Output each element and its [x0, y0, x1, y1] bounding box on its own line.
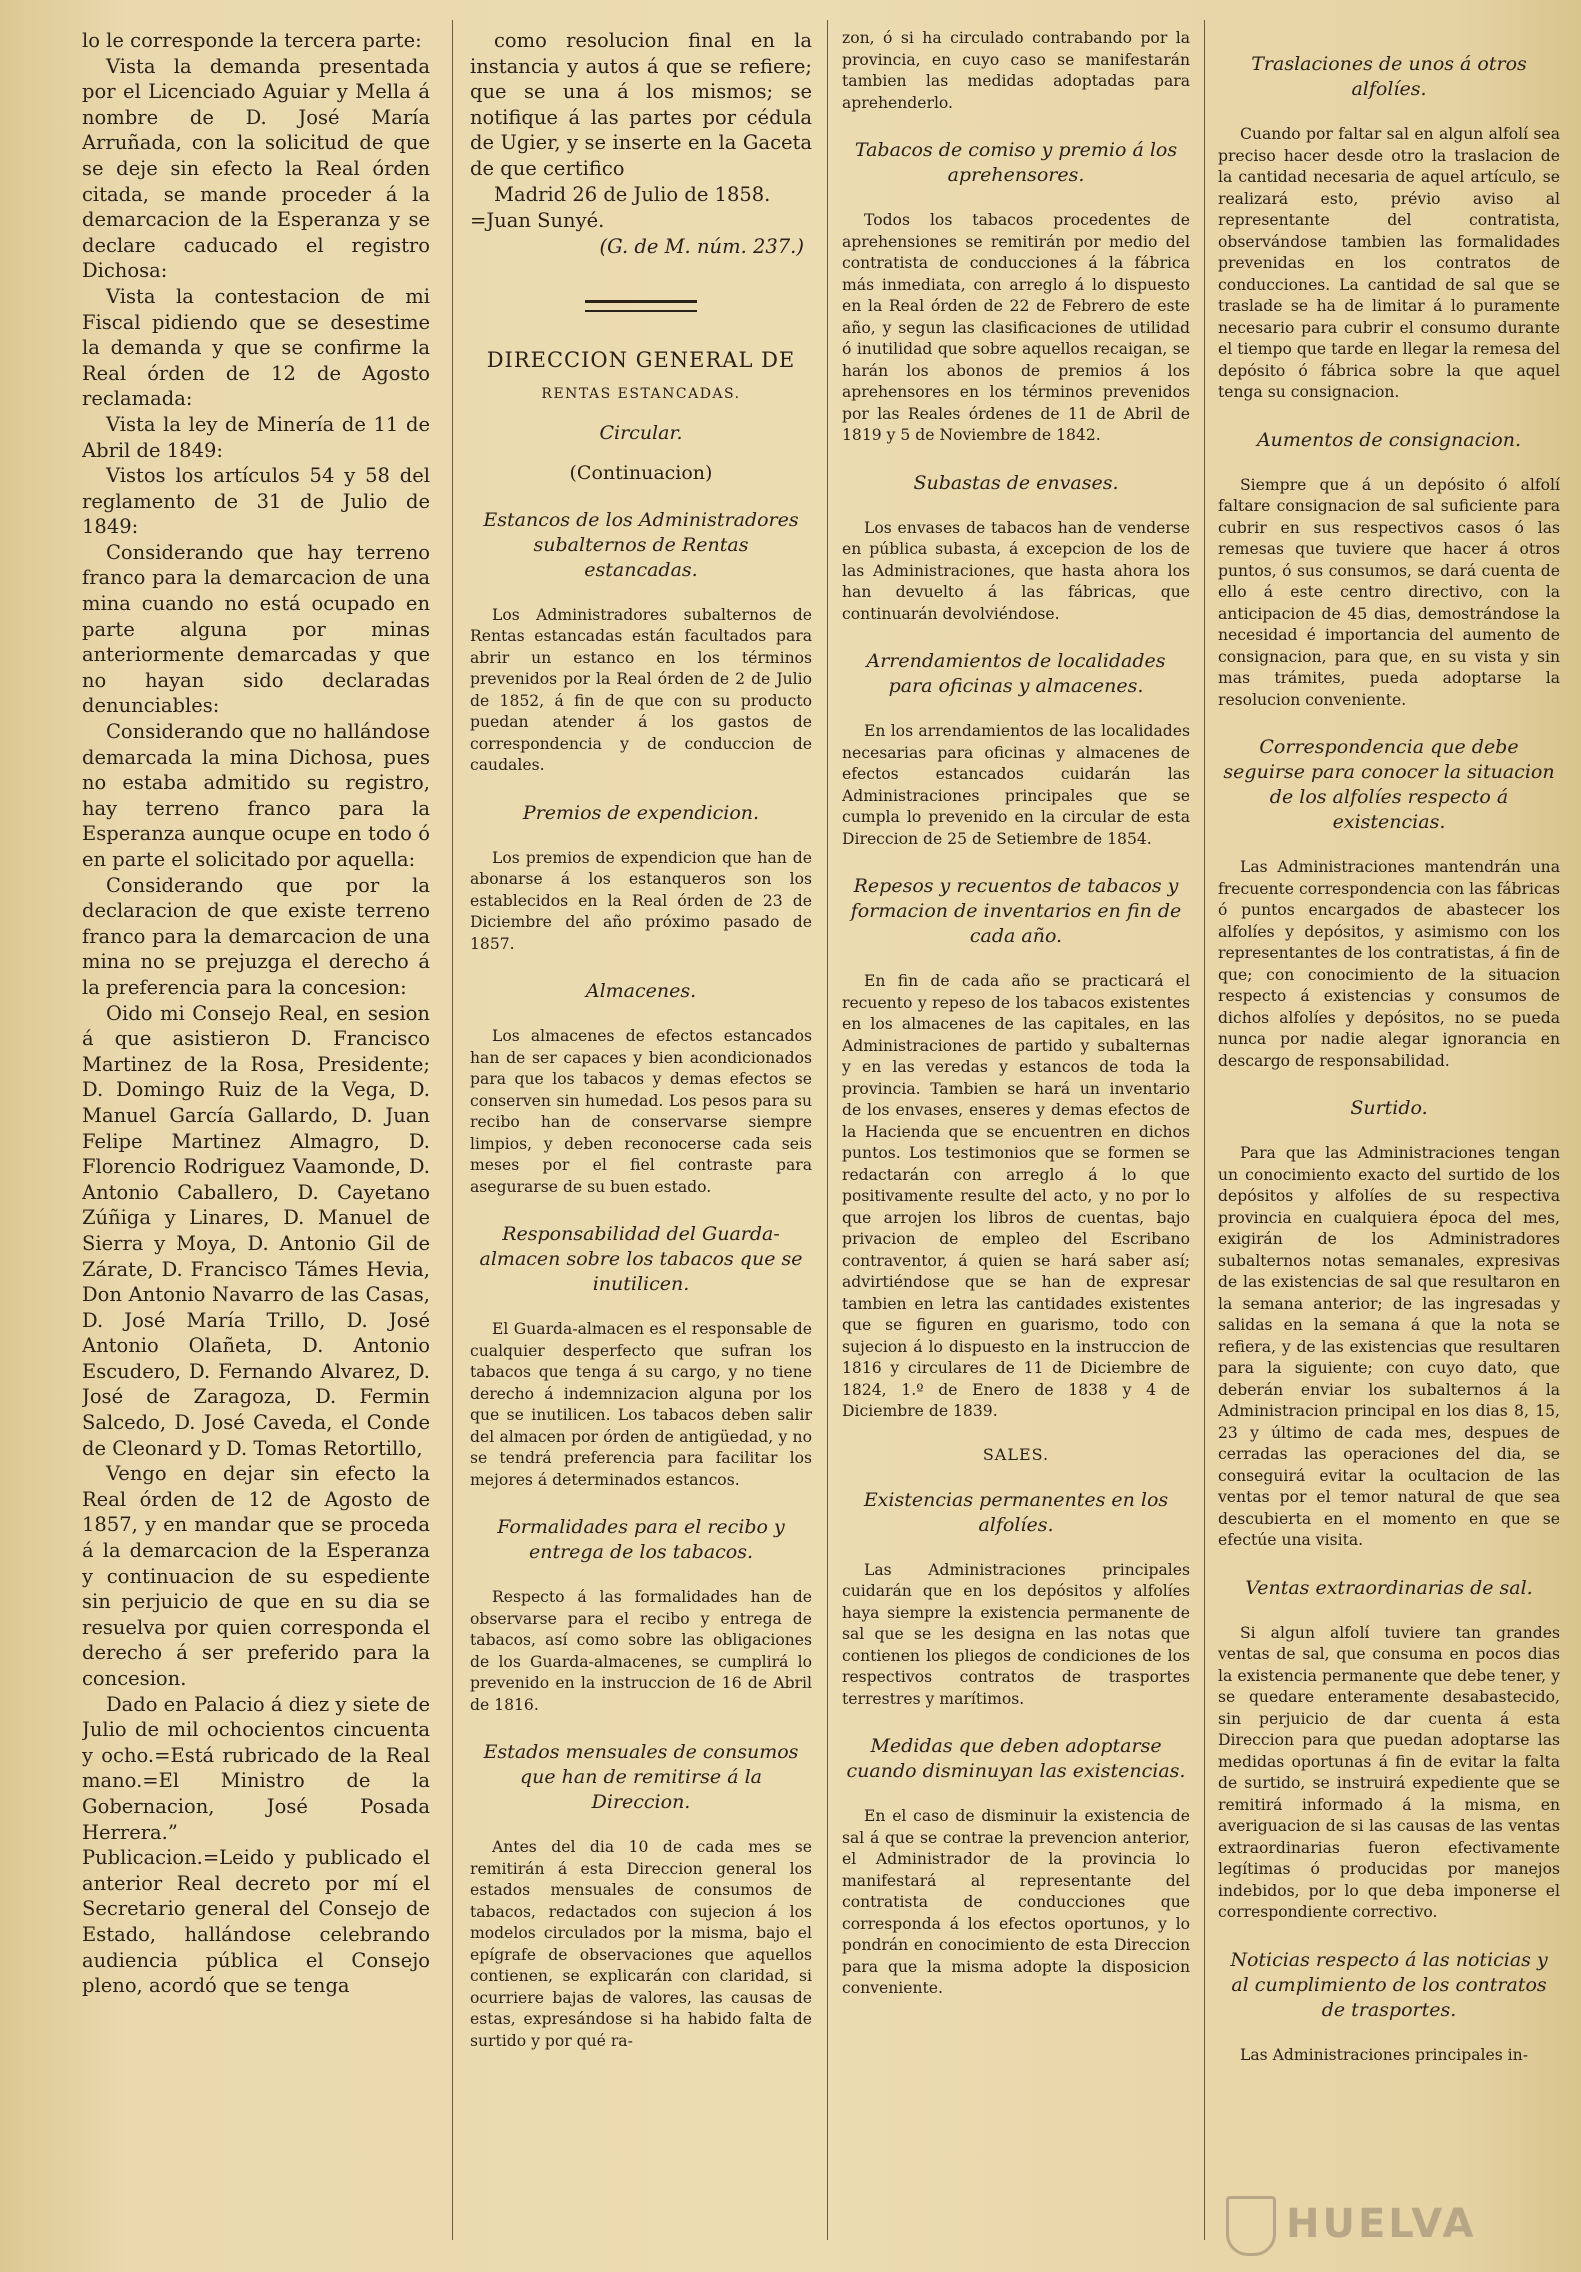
subsection-title: Noticias respecto á las noticias y al cumplimiento de los contratos de trasportes. — [1230, 1948, 1548, 2021]
subsection-title: Tabacos de comiso y premio á los aprehensores. — [854, 139, 1178, 186]
paragraph: Vistos los artículos 54 y 58 del reglamento de 31 de Julio de 1849: — [82, 464, 430, 539]
subsection-title: Formalidades para el recibo y entrega de los tabacos. — [497, 1516, 785, 1564]
subsection-title: Estados mensuales de consumos que han de remitirse á la Direccion. — [483, 1741, 799, 1814]
subsection-title: Estancos de los Administradores subalternos de Rentas estancadas. — [483, 508, 799, 581]
paragraph: Cuando por faltar sal en algun alfolí sea preciso hacer desde otro la traslacion de la cantidad necesaria de aquel artículo, se realizará esto, prévio aviso al representante del contratista, observándose tambien las formalidades prevenidas en los contratos de conducciones. La cantidad de sal que se traslade se ha de limitar á lo puramente necesario para cubrir el consumo durante el tiempo que tarde en llegar la remesa del depósito ó fábrica sobre la que aquel tenga su consignacion. — [1218, 125, 1560, 401]
column-4 — [1218, 28, 1560, 2264]
column-rule — [452, 20, 453, 2240]
paragraph: Los almacenes de efectos estancados han de ser capaces y bien acondicionados para que los tabacos y demas efectos se conserven sin humedad. Los pesos para su recibo han de conservarse siempre limpios, y deben reconocerse cada seis meses por el fiel contraste para asegurarse de su buen estado. — [470, 1027, 812, 1196]
archive-watermark — [1226, 2196, 1566, 2256]
paragraph: Considerando que por la declaracion de que existe terreno franco para la demarcacion de una mina no se prejuzga el derecho á la preferencia para la concesion: — [82, 873, 430, 999]
paragraph: Todos los tabacos procedentes de aprehensiones se remitirán por medio del contratista de conducciones á la fábrica más inmediata, con arreglo á lo dispuesto en la Real órden de 22 de Febrero de este año, y segun las clasificaciones de utilidad ó inutilidad que sobre aquellos recaigan, se harán los abonos de premios á los aprehensores en los términos prevenidos por las Reales órdenes de 11 de Abril de 1819 y 5 de Noviembre de 1842. — [842, 211, 1190, 444]
subsection-title: Medidas que deben adoptarse cuando disminuyan las existencias. — [846, 1735, 1186, 1782]
paragraph: Vista la ley de Minería de 11 de Abril de 1849: — [82, 412, 430, 462]
paragraph: En los arrendamientos de las localidades necesarias para oficinas y almacenes de efectos estancados cuidarán las Administraciones principales que se cumpla lo prevenido en la circular de esta Direccion de 25 de Setiembre de 1854. — [842, 722, 1190, 848]
circular-label: Circular. — [599, 421, 683, 444]
paragraph: Vengo en dejar sin efecto la Real órden de 12 de Agosto de 1857, y en mandar que se proceda á la demarcacion de la Esperanza y continuacion de su espediente sin perjuicio de que en su dia se resuelva por quien corresponda el derecho á ser preferido para la concesion. — [82, 1462, 430, 1690]
section-subheading: RENTAS ESTANCADAS. — [541, 385, 741, 402]
paragraph: lo le corresponde la tercera parte: — [82, 29, 422, 52]
subsection-title: Almacenes. — [585, 980, 697, 1003]
paragraph: Oido mi Consejo Real, en sesion á que asistieron D. Francisco Martinez de la Rosa, Presidente; D. Domingo Ruiz de la Vega, D. Manuel García Gallardo, D. Juan Felipe Martinez Almagro, D. Florencio Rodriguez Vaamonde, D. Antonio Caballero, D. Cayetano Zúñiga y Linares, D. Manuel de Sierra y Moya, D. Antonio Gil de Zárate, D. Francisco Támes Hevia, Don Antonio Navarro de las Casas, D. José María Trillo, D. José Antonio Olañeta, D. Antonio Escudero, D. Fernando Alvarez, D. José de Zaragoza, D. Fermin Salcedo, D. José Caveda, el Conde de Cleonard y D. Tomas Retortillo, — [82, 1001, 430, 1460]
column-3-sales-sections — [842, 1488, 1190, 2000]
section-heading: DIRECCION GENERAL DE — [486, 347, 796, 372]
column-4-sections — [1218, 52, 1560, 2066]
subsection-title: Existencias permanentes en los alfolíes. — [863, 1488, 1169, 1536]
paragraph: Respecto á las formalidades han de observarse para el recibo y entrega de tabacos, así como sobre las obligaciones de los Guarda-almacenes, se cumplirá lo prevenido en la instruccion de 16 de Abril de 1816. — [470, 1588, 812, 1714]
watermark-text: HUELVA — [1286, 2201, 1477, 2247]
column-rule — [1204, 20, 1205, 2240]
subsection-title: Ventas extraordinarias de sal. — [1245, 1576, 1533, 1599]
paragraph: Las Administraciones mantendrán una frecuente correspondencia con las fábricas ó puntos encargados de abastecer los alfolíes y depósitos, y asimismo con los representantes de los contratistas, á fin de que; con conocimiento de la situacion respecto á existencias y consumos de dichos alfolíes y depósitos, no se pueda nunca por nadie alegar ignorancia en descargo de responsabilidad. — [1218, 858, 1560, 1070]
column-3 — [842, 28, 1190, 2264]
paragraph: Las Administraciones principales cuidarán que en los depósitos y alfolíes haya siempre la existencia permanente de sal que se les designa en las notas que contienen los pliegos de condiciones de los respectivos contratos de trasportes terrestres y marítimos. — [842, 1560, 1190, 1708]
subsection-title: Aumentos de consignacion. — [1256, 428, 1522, 451]
subsection-title: Traslaciones de unos á otros alfolíes. — [1251, 53, 1527, 100]
subsection-title: Subastas de envases. — [913, 471, 1119, 494]
paragraph: En el caso de disminuir la existencia de sal á que se contrae la prevencion anterior, el Administrador de la provincia lo manifestará al representante del contratista de conducciones que corresponda á los efectos oportunos, y lo pondrán en conocimiento de esta Direccion para que la misma adopte la disposicion conveniente. — [842, 1807, 1190, 1997]
paragraph: Vista la demanda presentada por el Licenciado Aguiar y Mella á nombre de D. José María Arruñada, con la solicitud de que se deje sin efecto la Real órden citada, se mande proceder á la demarcacion de la Esperanza y se declare caducado el registro Dichosa: — [82, 54, 430, 283]
paragraph: El Guarda-almacen es el responsable de cualquier desperfecto que sufran los tabacos que tenga á su cargo, y no tiene derecho á indemnizacion alguna por los que se inutilicen. Los tabacos deben salir del almacen por órden de antigüedad, y no se tendrá preferencia para facilitar los mejores á determinados estancos. — [470, 1320, 812, 1489]
subsection-title: Repesos y recuentos de tabacos y formacion de inventarios en fin de cada año. — [850, 875, 1182, 947]
subsection-title: Correspondencia que debe seguirse para conocer la situacion de los alfolíes respecto á existencias. — [1223, 736, 1555, 833]
continued-text: zon, ó si ha circulado contrabando por la provincia, en cuyo caso se manifestarán tambien las medidas adoptadas para aprehenderlo. — [842, 29, 1190, 112]
column-2-sections — [470, 508, 812, 2053]
subsection-title: Surtido. — [1350, 1097, 1428, 1119]
paragraph: Publicacion.=Leido y publicado el anterior Real decreto por mí el Secretario general del Consejo de Estado, hallándose celebrando audiencia pública el Consejo pleno, acordó que se tenga — [82, 1846, 430, 1998]
paragraph: Considerando que hay terreno franco para la demarcacion de una mina cuando no está ocupado en parte alguna por minas anteriormente demarcadas y que no hayan sido declaradas denunciables: — [82, 540, 430, 718]
paragraph: Siempre que á un depósito ó alfolí faltare consignacion de sal suficiente para cubrir en sus respectivos casos ó las remesas que tuviere que hacer á otros puntos, ó sus consumos, se dará cuenta de ello á este centro directivo, con la anticipacion de 45 dias, demostrándose la necesidad é importancia del aumento de consignacion, para que, en su vista y sin mas trámites, pueda adoptarse la resolucion conveniente. — [1218, 475, 1560, 709]
paragraph: Antes del dia 10 de cada mes se remitirán á esta Direccion general los estados mensuales de consumos de tabacos, redactados con sujecion á los modelos circulados por la misma, bajo el epígrafe de observaciones que aquellos contienen, se explicarán con claridad, si ocurriere bajas de valores, las causas de estas, expresándose si ha habido falta de surtido y por qué ra- — [470, 1838, 812, 2050]
subsection-title: Premios de expendicion. — [522, 801, 760, 824]
column-1 — [82, 28, 430, 2264]
paragraph: Si algun alfolí tuviere tan grandes ventas de sal, que consuma en pocos dias la existencia permanente que debe tener, y se quedare enteramente desabastecido, sin perjuicio de dar cuenta á esta Direccion para que puedan adoptarse las medidas oportunas á fin de evitar la falta de surtido, se instruirá expediente que se remitirá informado á la misma, en averiguacion de si las causas de las ventas extraordinarias fueron efectivamente legítimas ó producidas por manejos indebidos, por lo que deba imponerse el correspondiente correctivo. — [1218, 1623, 1560, 1921]
section-divider — [585, 300, 697, 312]
column-2 — [470, 28, 812, 2264]
paragraph: Las Administraciones principales in- — [1240, 2045, 1528, 2064]
continuation-label: (Continuacion) — [569, 461, 713, 484]
subsection-title: Arrendamientos de localidades para oficinas y almacenes. — [866, 650, 1166, 697]
paragraph: Los Administradores subalternos de Rentas estancadas están facultados para abrir un estanco en los términos prevenidos por la Real órden de 2 de Julio de 1852, á fin de que con su producto puedan atender á los gastos de correspondencia y de conduccion de caudales. — [470, 605, 812, 775]
paragraph: Considerando que no hallándose demarcada la mina Dichosa, pues no estaba admitido su registro, hay terreno franco para la Esperanza aunque ocupe en todo ó en parte el solicitado por aquella: — [82, 720, 430, 871]
paragraph: Los envases de tabacos han de venderse en pública subasta, á excepcion de los de las Administraciones, que hasta ahora los han devuelto á las fábricas, que continuarán devolviéndose. — [842, 518, 1190, 623]
column-3-sections — [842, 138, 1190, 1423]
column-rule — [827, 20, 828, 2240]
subsection-title: Responsabilidad del Guarda-almacen sobre los tabacos que se inutilicen. — [479, 1223, 803, 1296]
source-reference: (G. de M. núm. 237.) — [599, 234, 804, 258]
paragraph: Para que las Administraciones tengan un conocimiento exacto del surtido de los depósitos y alfolíes de su respectiva provincia en cualquiera época del mes, exigirán de los Administradores subalternos notas semanales, expresivas de las existencias de sal que resultaron en la semana anterior; de las ingresadas y salidas en la semana á que la nota se refiera, y de las existencias que resultaren para la siguiente; con cuyo dato, que deberán enviar los subalternos á la Administracion principal en los dias 8, 15, 23 y último de cada mes, despues de cerradas las operaciones del dia, se conseguirá evitar la ocultacion de las ventas por el temor natural de que sea descubierta en el momento en que se efectúe una visita. — [1218, 1144, 1560, 1549]
paragraph: En fin de cada año se practicará el recuento y repeso de los tabacos existentes en los almacenes de las capitales, en las Administraciones de partido y subalternas y en las veredas y estancos de toda la provincia. Tambien se hará un inventario de los envases, enseres y demas efectos de la Hacienda que se encuentren en dichos puntos. Los testimonios que se formen se redactarán con arreglo á lo que positivamente resulte del acto, y no por lo que arrojen los libros de cuentas, bajo privacion de empleo del Escribano contraventor, á quien se hará saber así; advirtiéndose que se han de expresar tambien en letra las cantidades existentes que se figuren en guarismo, todo con sujecion á lo dispuesto en la instruccion de 1816 y circulares de 11 de Diciembre de 1824, 1.º de Enero de 1838 y 4 de Diciembre de 1839. — [842, 972, 1190, 1420]
coat-of-arms-icon — [1226, 2196, 1276, 2256]
paragraph: Dado en Palacio á diez y siete de Julio de mil ochocientos cincuenta y ocho.=Está rubricado de la Real mano.=El Ministro de la Gobernacion, José Posada Herrera.” — [82, 1692, 430, 1844]
sales-heading: SALES. — [982, 1444, 1050, 1464]
paragraph: Los premios de expendicion que han de abonarse á los estanqueros son los establecidos en la Real órden de 23 de Diciembre del año próximo pasado de 1857. — [470, 848, 812, 953]
paragraph: Vista la contestacion de mi Fiscal pidiendo que se desestime la demanda y que se confirme la Real órden de 12 de Agosto reclamada: — [82, 284, 430, 411]
decree-ending: como resolucion final en la instancia y autos á que se refiere; que se una á los mismos; se notifique á las partes por cédula de Ugier, y se inserte en la Gaceta de que certifico — [470, 29, 812, 180]
date-signature: Madrid 26 de Julio de 1858. =Juan Sunyé. — [470, 182, 771, 232]
